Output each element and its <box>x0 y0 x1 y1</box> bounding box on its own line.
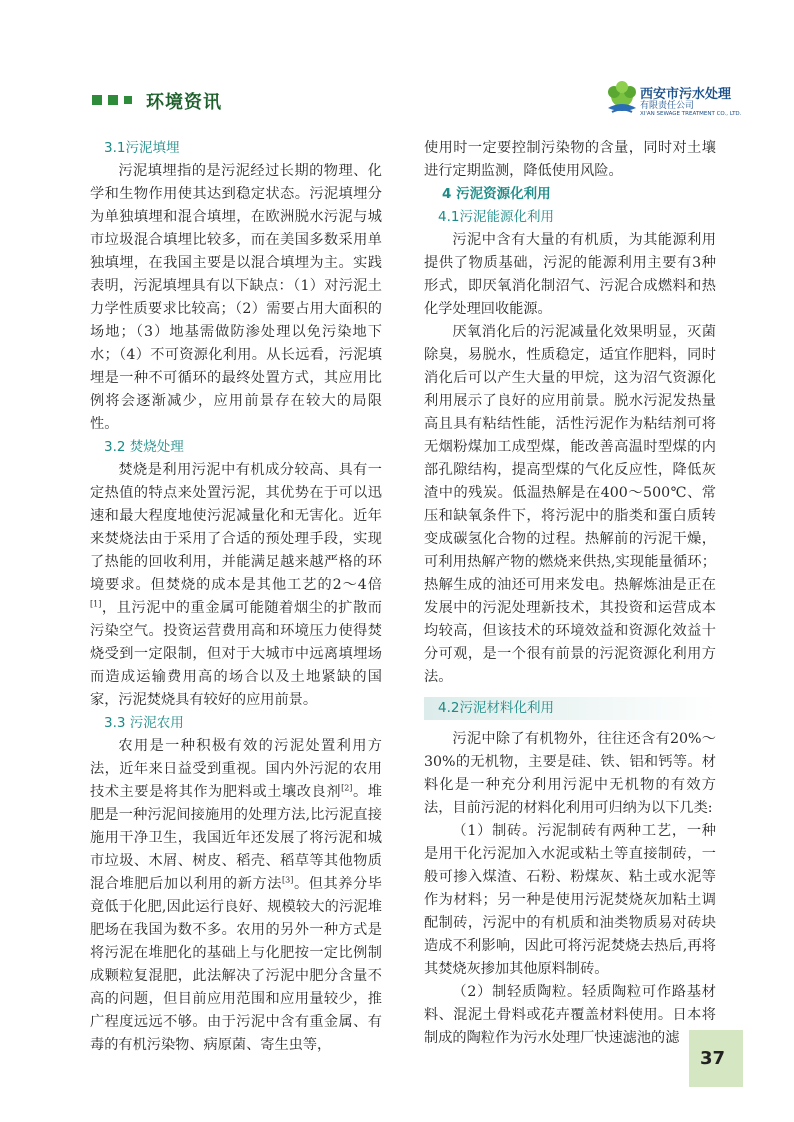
paragraph-4-2-2: （2）制轻质陶粒。轻质陶粒可作路基材料、混泥土骨料或花卉覆盖材料使用。日本将制成的陶粒作为污水处理厂快速滤池的滤 <box>424 984 716 1046</box>
paragraph-text: 焚烧是利用污泥中有机成分较高、具有一定热值的特点来处置污泥，其优势在于可以迅速和最大程度地使污泥减量化和无害化。近年来焚烧法由于采用了合适的预处理手段，实现了热能的回收利用，并能满足越来越严格的环境要求。但焚烧的成本是其他工艺的2～4倍 <box>90 462 382 593</box>
section-title: 环境资讯 <box>146 92 222 113</box>
paragraph-text: 农用是一种积极有效的污泥处置利用方法，近年来日益受到重视。国内外污泥的农用技术主要是将其作为肥料或土壤改良剂 <box>90 738 382 800</box>
page-header <box>0 0 794 125</box>
left-column <box>90 137 382 1057</box>
logo-name-cn: 西安市污水处理 <box>640 87 732 102</box>
paragraph-continuation: 使用时一定要控制污染物的含量，同时对土壤进行定期监测，降低使用风险。 <box>424 140 716 179</box>
logo-name-en: XI'AN SEWAGE TREATMENT CO., LTD. <box>640 111 742 117</box>
page-number: 37 <box>700 1048 726 1069</box>
green-square-icon <box>92 95 102 105</box>
heading-3-1: 3.1污泥填埋 <box>104 140 180 156</box>
heading-3-2: 3.2 焚烧处理 <box>104 439 184 455</box>
paragraph-3-3 <box>90 735 382 1057</box>
paragraph-text: ，且污泥中的重金属可能随着烟尘的扩散而污染空气。投资运营费用高和环境压力使得焚烧受到一定限制，但对于大城市中远离填埋场而造成运输费用高的场合以及土地紧缺的国家，污泥焚烧具有较好的应用前景。 <box>90 600 382 708</box>
paragraph-4-1a: 污泥中含有大量的有机质，为其能源利用提供了物质基础，污泥的能源利用主要有3种形式，即厌氧消化制沼气、污泥合成燃料和热化学处理回收能源。 <box>424 232 716 317</box>
paragraph-text: 。堆肥是一种污泥间接施用的处理方法,比污泥直接施用干净卫生，我国近年还发展了将污泥和城市垃圾、木屑、树皮、稻壳、稻草等其他物质混合堆肥后加以利用的新方法 <box>90 784 382 892</box>
paragraph-4-2-1: （1）制砖。污泥制砖有两种工艺，一种是用干化污泥加入水泥或粘土等直接制砖，一般可掺入煤渣、石粉、粉煤灰、粘土或水泥等作为材料；另一种是使用污泥焚烧灰加粘土调配制砖，污泥中的有机质和油类物质易对砖块造成不利影响，因此可将污泥焚烧去热后,再将其焚烧灰掺加其他原料制砖。 <box>424 823 716 977</box>
green-square-icon <box>124 96 132 104</box>
heading-4: 4 污泥资源化利用 <box>442 186 551 202</box>
paragraph-3-1: 污泥填埋指的是污泥经过长期的物理、化学和生物作用使其达到稳定状态。污泥填埋分为单独填埋和混合填埋，在欧洲脱水污泥与城市垃圾混合填埋比较多，而在美国多数采用单独填埋，在我国主要是以混合填埋为主。实践表明，污泥填埋具有以下缺点：（1）对污泥土力学性质要求比较高；（2）需要占用大面积的场地；（3）地基需做防渗处理以免污染地下水；（4）不可资源化利用。从长远看，污泥填埋是一种不可循环的最终处置方式，其应用比例将会逐渐减少，应用前景存在较大的局限性。 <box>90 163 382 432</box>
heading-4-1: 4.1污泥能源化利用 <box>438 209 554 225</box>
right-column <box>424 137 716 1050</box>
heading-4-2: 4.2污泥材料化利用 <box>424 697 716 720</box>
paragraph-text: 。但其养分毕竟低于化肥,因此运行良好、规模较大的污泥堆肥场在我国为数不多。农用的另外一种方式是将污泥在堆肥化的基础上与化肥按一定比例制成颗粒复混肥，此法解决了污泥中肥分含量不高的问题，但目前应用范围和应用量较少，推广程度远远不够。由于污泥中含有重金属、有毒的有机污染物、病原菌、寄生虫等， <box>90 876 382 1053</box>
paragraph-3-2 <box>90 459 382 712</box>
green-square-icon <box>108 95 118 105</box>
reference-2: [2] <box>341 783 353 793</box>
logo-subname-cn: 有限责任公司 <box>640 101 695 111</box>
reference-3: [3] <box>282 875 294 885</box>
header-decoration <box>92 95 132 105</box>
paragraph-4-1b: 厌氧消化后的污泥减量化效果明显，灭菌除臭，易脱水，性质稳定，适宜作肥料，同时消化后可以产生大量的甲烷，这为沼气资源化利用展示了良好的应用前景。脱水污泥发热量高且具有粘结性能，活性污泥作为粘结剂可将无烟粉煤加工成型煤，能改善高温时型煤的内部孔隙结构，提高型煤的气化反应性，降低灰渣中的残炭。低温热解是在400～500℃、常压和缺氧条件下，将污泥中的脂类和蛋白质转变成碳氢化合物的过程。热解前的污泥干燥，可利用热解产物的燃烧来供热,实现能量循环；热解生成的油还可用来发电。热解炼油是正在发展中的污泥处理新技术，其投资和运营成本均较高，但该技术的环境效益和资源化效益十分可观，是一个很有前景的污泥资源化利用方法。 <box>424 324 716 685</box>
reference-1: [1] <box>90 599 102 609</box>
paragraph-4-2: 污泥中除了有机物外，往往还含有20%～30%的无机物，主要是硅、铁、铝和钙等。材料化是一种充分利用污泥中无机物的有效方法，目前污泥的材料化利用可归纳为以下几类: <box>424 731 716 816</box>
heading-3-3: 3.3 污泥农用 <box>104 715 184 731</box>
